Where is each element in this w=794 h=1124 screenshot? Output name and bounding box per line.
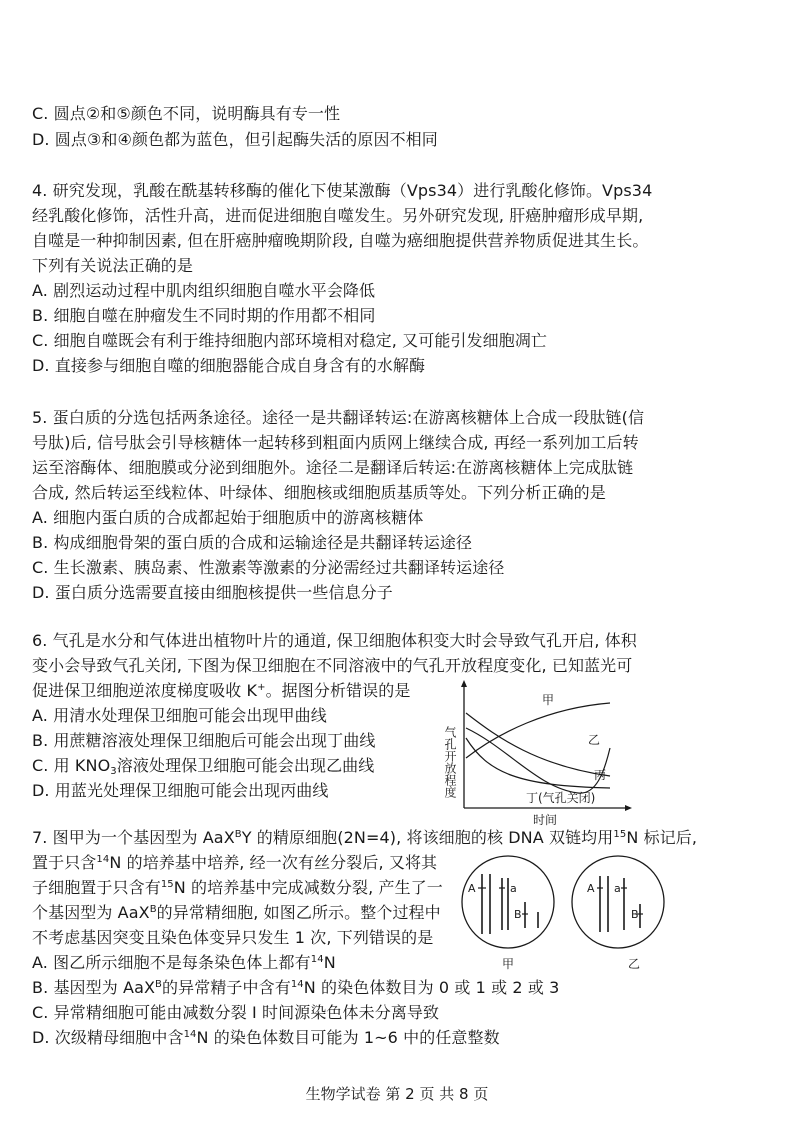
q4-option-d: D. 直接参与细胞自噬的细胞器能合成自身含有的水解酶 — [32, 356, 426, 375]
q7-stem-line-2: 置于只含$^{14}$N 的培养基中培养, 经一次有丝分裂后, 又将其 — [32, 853, 438, 872]
q5-option-d: D. 蛋白质分选需要直接由细胞核提供一些信息分子 — [32, 583, 393, 602]
y-axis-arrow — [461, 680, 467, 687]
q3-option-d: D. 圆点③和④颜色都为蓝色，但引起酶失活的原因不相同 — [32, 130, 438, 149]
q7-stem-line-4: 个基因型为 AaX$^B$的异常精细胞, 如图乙所示。整个过程中 — [32, 903, 441, 922]
stomata-opening-chart — [418, 678, 640, 828]
q5-option-c: C. 生长激素、胰岛素、性激素等激素的分泌需经过共翻译转运途径 — [32, 558, 505, 577]
q4-option-b: B. 细胞自噬在肿瘤发生不同时期的作用都不相同 — [32, 306, 376, 325]
q6-stem-line-2: 变小会导致气孔关闭, 下图为保卫细胞在不同溶液中的气孔开放程度变化, 已知蓝光可 — [32, 656, 633, 675]
cell-jia-gene-A: A — [468, 882, 476, 895]
label-jia: 甲 — [542, 693, 555, 707]
cell-yi-gene-a: a — [614, 882, 621, 895]
q6-option-a: A. 用清水处理保卫细胞可能会出现甲曲线 — [32, 706, 327, 725]
label-ding: 丁(气孔关闭) — [526, 791, 596, 805]
q7-option-b: B. 基因型为 AaX$^B$的异常精子中含有$^{14}$N 的染色体数目为 0 或 1 或 2 或 3 — [32, 978, 560, 997]
q7-option-c: C. 异常精细胞可能由减数分裂 I 时间源染色体未分离导致 — [32, 1003, 440, 1022]
q7-option-d: D. 次级精母细胞中含$^{14}$N 的染色体数目可能为 1~6 中的任意整数 — [32, 1028, 500, 1047]
cell-jia-gene-B: B — [514, 908, 522, 921]
q6-option-c: C. 用 $KNO_3$溶液处理保卫细胞可能会出现乙曲线 — [32, 756, 375, 777]
q5-option-a: A. 细胞内蛋白质的合成都起始于细胞质中的游离核糖体 — [32, 508, 424, 527]
q4-option-c: C. 细胞自噬既会有利于维持细胞内部环境相对稳定, 又可能引发细胞凋亡 — [32, 331, 548, 350]
q4-stem-line-1: 4. 研究发现，乳酸在酰基转移酶的催化下使某激酶（Vps34）进行乳酸化修饰。Vps34 — [32, 181, 653, 200]
q6-stem-line-3: 促进保卫细胞逆浓度梯度吸收 K+。据图分析错误的是 — [32, 681, 411, 700]
cell-yi-gene-A: A — [587, 882, 595, 895]
q7-option-a: A. 图乙所示细胞不是每条染色体上都有$^{14}$N — [32, 953, 336, 972]
q5-option-b: B. 构成细胞骨架的蛋白质的合成和运输途径是共翻译转运途径 — [32, 533, 473, 552]
meiosis-cells-figure — [456, 848, 678, 972]
cell-yi-label: 乙 — [628, 957, 641, 971]
curve-jia — [466, 703, 610, 758]
q4-stem-line-4: 下列有关说法正确的是 — [32, 256, 194, 275]
q3-option-c: C. 圆点②和⑤颜色不同，说明酶具有专一性 — [32, 104, 341, 123]
x-axis-label: 时间 — [533, 813, 558, 827]
cell-yi-gene-B: B — [631, 908, 639, 921]
q7-stem-line-1: 7. 图甲为一个基因型为 AaX$^B$Y 的精原细胞(2N=4), 将该细胞的核 DNA 双链均用$^{15}$N 标记后, — [32, 828, 698, 847]
label-yi: 乙 — [588, 733, 601, 747]
y-axis-label: 气孔开放程度 — [443, 726, 457, 798]
q5-stem-line-2: 号肽)后, 信号肽会引导核糖体一起转移到粗面内质网上继续合成, 再经一系列加工后转 — [32, 433, 639, 452]
q5-stem-line-3: 运至溶酶体、细胞膜或分泌到细胞外。途径二是翻译后转运:在游离核糖体上完成肽链 — [32, 458, 634, 477]
q4-option-a: A. 剧烈运动过程中肌肉组织细胞自噬水平会降低 — [32, 281, 376, 300]
q5-stem-line-1: 5. 蛋白质的分选包括两条途径。途径一是共翻译转运:在游离核糖体上合成一段肽链(信 — [32, 408, 645, 427]
q6-option-b: B. 用蔗糖溶液处理保卫细胞后可能会出现丁曲线 — [32, 731, 376, 750]
page-footer: 生物学试卷 第 2 页 共 8 页 — [305, 1085, 489, 1103]
cell-jia-label: 甲 — [502, 957, 515, 971]
q7-stem-line-5: 不考虑基因突变且染色体变异只发生 1 次, 下列错误的是 — [32, 928, 434, 947]
q4-stem-line-2: 经乳酸化修饰，活性升高，进而促进细胞自噬发生。另外研究发现, 肝癌肿瘤形成早期, — [32, 206, 644, 225]
cell-jia-gene-a: a — [510, 882, 517, 895]
q4-stem-line-3: 自噬是一种抑制因素, 但在肝癌肿瘤晚期阶段, 自噬为癌细胞提供营养物质促进其生长。 — [32, 231, 649, 250]
label-bing: 丙 — [594, 768, 607, 782]
q5-stem-line-4: 合成, 然后转运至线粒体、叶绿体、细胞核或细胞质基质等处。下列分析正确的是 — [32, 483, 606, 502]
q6-option-d: D. 用蓝光处理保卫细胞可能会出现丙曲线 — [32, 781, 329, 800]
q6-stem-line-1: 6. 气孔是水分和气体进出植物叶片的通道, 保卫细胞体积变大时会导致气孔开启, 体积 — [32, 631, 637, 650]
cell-yi — [572, 856, 664, 948]
q7-stem-line-3: 子细胞置于只含有$^{15}$N 的培养基中完成减数分裂, 产生了一 — [32, 878, 443, 897]
x-axis-arrow — [625, 805, 632, 811]
